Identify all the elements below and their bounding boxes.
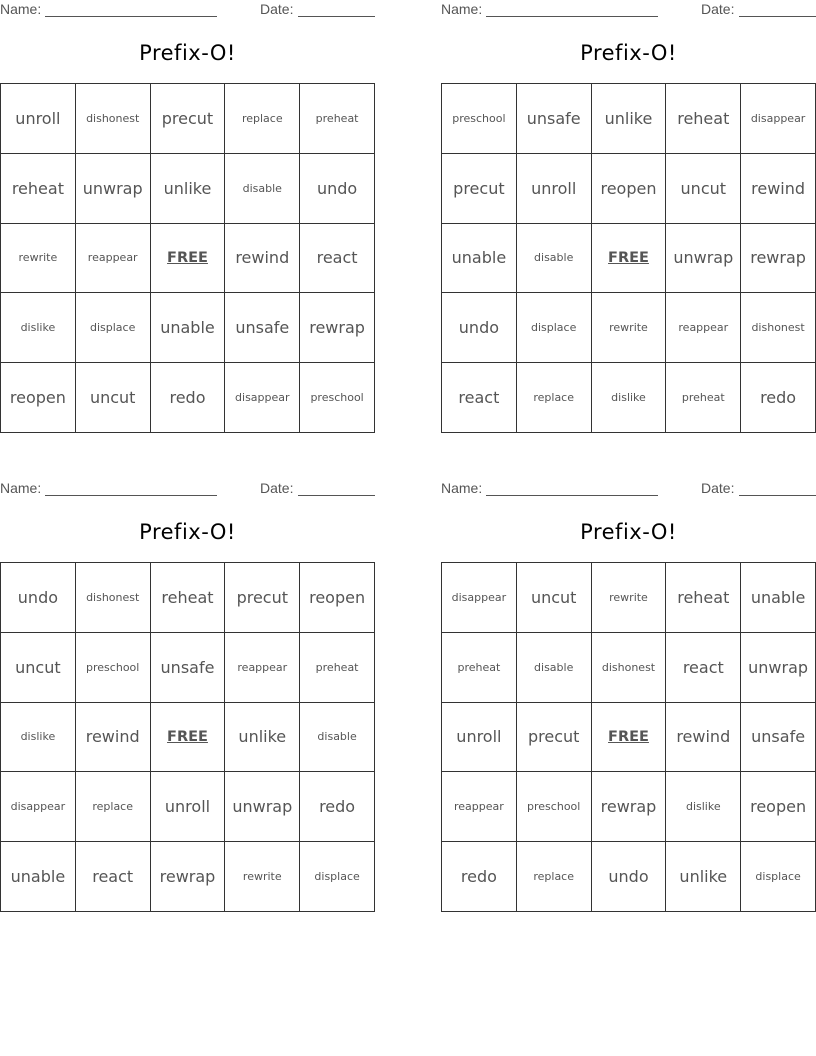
bingo-word: disappear bbox=[10, 800, 66, 814]
bingo-grid bbox=[441, 562, 816, 912]
bingo-cell[interactable] bbox=[76, 363, 151, 433]
bingo-word: dislike bbox=[685, 800, 721, 814]
bingo-cell[interactable] bbox=[300, 293, 375, 363]
bingo-cell[interactable] bbox=[741, 563, 816, 633]
bingo-cell[interactable] bbox=[1, 772, 76, 842]
bingo-word: preheat bbox=[681, 391, 725, 405]
bingo-cell[interactable] bbox=[151, 154, 226, 224]
free-space-cell[interactable] bbox=[151, 703, 226, 773]
name-date-bar bbox=[0, 1, 375, 19]
bingo-word: preheat bbox=[315, 111, 359, 125]
bingo-cell[interactable] bbox=[666, 772, 741, 842]
bingo-cell[interactable] bbox=[300, 703, 375, 773]
bingo-cell[interactable] bbox=[666, 563, 741, 633]
bingo-word: uncut bbox=[680, 178, 727, 198]
bingo-word: replace bbox=[241, 111, 283, 125]
bingo-word: uncut bbox=[530, 587, 577, 607]
bingo-word: disappear bbox=[451, 590, 507, 604]
free-space-cell[interactable] bbox=[151, 224, 226, 294]
bingo-word: dishonest bbox=[86, 111, 140, 125]
bingo-cell[interactable] bbox=[1, 293, 76, 363]
bingo-cell[interactable] bbox=[442, 154, 517, 224]
bingo-cell[interactable] bbox=[225, 84, 300, 154]
name-blank[interactable] bbox=[486, 495, 658, 496]
bingo-word: disable bbox=[317, 730, 357, 744]
bingo-word: replace bbox=[533, 870, 575, 884]
bingo-cell[interactable] bbox=[76, 703, 151, 773]
bingo-cell[interactable] bbox=[1, 224, 76, 294]
date-label: Date: bbox=[260, 1, 294, 17]
bingo-cell[interactable] bbox=[517, 772, 592, 842]
bingo-word: rewrite bbox=[609, 321, 648, 335]
bingo-cell[interactable] bbox=[1, 84, 76, 154]
bingo-cell[interactable] bbox=[517, 224, 592, 294]
bingo-word: unwrap bbox=[673, 248, 734, 268]
bingo-cell[interactable] bbox=[1, 563, 76, 633]
bingo-word: unwrap bbox=[748, 657, 809, 677]
bingo-word: preschool bbox=[86, 660, 140, 674]
bingo-word: replace bbox=[533, 391, 575, 405]
bingo-cell[interactable] bbox=[592, 363, 667, 433]
bingo-word: unable bbox=[451, 248, 507, 268]
bingo-word: reappear bbox=[678, 321, 729, 335]
bingo-cell[interactable] bbox=[225, 703, 300, 773]
bingo-word: unsafe bbox=[235, 318, 290, 338]
bingo-word: unroll bbox=[456, 727, 502, 747]
bingo-cell[interactable] bbox=[666, 703, 741, 773]
bingo-card-3 bbox=[0, 479, 375, 911]
bingo-cell[interactable] bbox=[1, 154, 76, 224]
bingo-word: displace bbox=[755, 870, 801, 884]
bingo-word: precut bbox=[453, 178, 505, 198]
bingo-word: disable bbox=[534, 251, 574, 265]
bingo-word: rewrap bbox=[600, 797, 657, 817]
bingo-cell[interactable] bbox=[517, 84, 592, 154]
bingo-cell[interactable] bbox=[666, 363, 741, 433]
bingo-word: displace bbox=[90, 321, 136, 335]
bingo-word: preschool bbox=[527, 800, 581, 814]
bingo-word: dislike bbox=[20, 730, 56, 744]
bingo-word: react bbox=[682, 657, 724, 677]
bingo-cell[interactable] bbox=[1, 842, 76, 912]
bingo-word: react bbox=[92, 867, 134, 887]
bingo-word: undo bbox=[608, 867, 649, 887]
bingo-cell[interactable] bbox=[442, 224, 517, 294]
bingo-word: unlike bbox=[238, 727, 287, 747]
name-blank[interactable] bbox=[486, 16, 658, 17]
free-space-label: FREE bbox=[167, 728, 208, 745]
bingo-word: disable bbox=[242, 181, 282, 195]
bingo-grid bbox=[0, 83, 375, 433]
name-date-bar bbox=[441, 1, 816, 19]
bingo-cell[interactable] bbox=[741, 363, 816, 433]
bingo-word: undo bbox=[316, 178, 358, 198]
bingo-cell[interactable] bbox=[225, 154, 300, 224]
bingo-cell[interactable] bbox=[741, 154, 816, 224]
bingo-cell[interactable] bbox=[1, 363, 76, 433]
date-blank[interactable] bbox=[739, 495, 816, 496]
bingo-cell[interactable] bbox=[666, 154, 741, 224]
bingo-cell[interactable] bbox=[666, 84, 741, 154]
bingo-word: undo bbox=[458, 318, 500, 338]
date-label: Date: bbox=[260, 480, 294, 496]
date-label: Date: bbox=[701, 480, 735, 496]
bingo-word: reheat bbox=[677, 587, 730, 607]
bingo-cell[interactable] bbox=[1, 703, 76, 773]
bingo-word: redo bbox=[319, 797, 356, 817]
bingo-word: reheat bbox=[161, 587, 214, 607]
bingo-word: unsafe bbox=[751, 727, 806, 747]
bingo-cell[interactable] bbox=[76, 154, 151, 224]
bingo-cell[interactable] bbox=[225, 224, 300, 294]
bingo-word: reheat bbox=[11, 178, 64, 198]
name-label: Name: bbox=[0, 480, 42, 496]
bingo-word: unsafe bbox=[160, 657, 215, 677]
bingo-word: dishonest bbox=[86, 590, 140, 604]
bingo-word: dislike bbox=[611, 391, 646, 405]
bingo-word: redo bbox=[760, 388, 797, 408]
bingo-word: rewrite bbox=[609, 590, 648, 604]
bingo-cell[interactable] bbox=[517, 293, 592, 363]
bingo-cell[interactable] bbox=[151, 563, 226, 633]
name-blank[interactable] bbox=[45, 495, 217, 496]
bingo-word: displace bbox=[314, 870, 360, 884]
bingo-cell[interactable] bbox=[592, 772, 667, 842]
date-blank[interactable] bbox=[739, 16, 816, 17]
bingo-cell[interactable] bbox=[300, 154, 375, 224]
bingo-cell[interactable] bbox=[666, 293, 741, 363]
bingo-word: unable bbox=[160, 318, 215, 338]
bingo-cell[interactable] bbox=[517, 703, 592, 773]
bingo-cell[interactable] bbox=[517, 154, 592, 224]
bingo-cell[interactable] bbox=[151, 633, 226, 703]
free-space-label: FREE bbox=[608, 728, 649, 745]
bingo-cell[interactable] bbox=[225, 363, 300, 433]
bingo-cell[interactable] bbox=[225, 772, 300, 842]
bingo-cell[interactable] bbox=[517, 842, 592, 912]
bingo-cell[interactable] bbox=[1, 633, 76, 703]
bingo-word: disappear bbox=[750, 111, 806, 125]
bingo-word: reappear bbox=[237, 660, 288, 674]
name-label: Name: bbox=[441, 480, 483, 496]
bingo-cell[interactable] bbox=[76, 563, 151, 633]
bingo-word: unsafe bbox=[526, 108, 581, 128]
bingo-cell[interactable] bbox=[666, 224, 741, 294]
bingo-word: reappear bbox=[87, 251, 138, 265]
bingo-grid bbox=[0, 562, 375, 912]
bingo-cell[interactable] bbox=[517, 633, 592, 703]
date-label: Date: bbox=[701, 1, 735, 17]
free-space-label: FREE bbox=[608, 249, 649, 266]
bingo-cell[interactable] bbox=[300, 363, 375, 433]
bingo-cell[interactable] bbox=[225, 633, 300, 703]
bingo-word: unlike bbox=[163, 178, 212, 198]
bingo-word: rewrite bbox=[18, 251, 58, 265]
bingo-word: dishonest bbox=[601, 660, 656, 674]
free-space-cell[interactable] bbox=[592, 703, 667, 773]
bingo-word: preschool bbox=[310, 391, 364, 405]
bingo-cell[interactable] bbox=[741, 293, 816, 363]
free-space-label: FREE bbox=[167, 249, 208, 266]
bingo-cell[interactable] bbox=[592, 563, 667, 633]
bingo-cell[interactable] bbox=[225, 842, 300, 912]
bingo-cell[interactable] bbox=[442, 842, 517, 912]
bingo-cell[interactable] bbox=[225, 563, 300, 633]
bingo-cell[interactable] bbox=[151, 842, 226, 912]
bingo-cell[interactable] bbox=[76, 293, 151, 363]
date-blank[interactable] bbox=[298, 495, 375, 496]
bingo-word: dishonest bbox=[751, 321, 805, 335]
bingo-cell[interactable] bbox=[442, 703, 517, 773]
bingo-cell[interactable] bbox=[300, 563, 375, 633]
date-blank[interactable] bbox=[298, 16, 375, 17]
bingo-word: redo bbox=[460, 867, 497, 887]
bingo-cell[interactable] bbox=[592, 633, 667, 703]
bingo-word: reopen bbox=[750, 797, 807, 817]
bingo-word: uncut bbox=[15, 657, 61, 677]
bingo-cell[interactable] bbox=[76, 224, 151, 294]
bingo-cell[interactable] bbox=[517, 363, 592, 433]
bingo-word: redo bbox=[169, 388, 206, 408]
bingo-word: reopen bbox=[309, 587, 366, 607]
bingo-cell[interactable] bbox=[151, 772, 226, 842]
bingo-cell[interactable] bbox=[442, 633, 517, 703]
bingo-cell[interactable] bbox=[300, 842, 375, 912]
bingo-word: rewrap bbox=[309, 318, 365, 338]
bingo-card-1 bbox=[0, 0, 375, 432]
bingo-cell[interactable] bbox=[741, 842, 816, 912]
bingo-grid bbox=[441, 83, 816, 433]
bingo-word: unable bbox=[10, 867, 66, 887]
bingo-cell[interactable] bbox=[442, 772, 517, 842]
bingo-cell[interactable] bbox=[300, 224, 375, 294]
bingo-word: rewind bbox=[751, 178, 806, 198]
bingo-cell[interactable] bbox=[300, 633, 375, 703]
bingo-card-2 bbox=[441, 0, 816, 432]
bingo-cell[interactable] bbox=[300, 772, 375, 842]
bingo-cell[interactable] bbox=[76, 842, 151, 912]
bingo-word: rewind bbox=[676, 727, 731, 747]
bingo-cell[interactable] bbox=[592, 154, 667, 224]
bingo-cell[interactable] bbox=[741, 633, 816, 703]
bingo-word: unroll bbox=[15, 108, 61, 128]
bingo-word: undo bbox=[17, 587, 59, 607]
name-label: Name: bbox=[0, 1, 42, 17]
bingo-cell[interactable] bbox=[151, 363, 226, 433]
bingo-word: precut bbox=[161, 108, 214, 128]
bingo-cell[interactable] bbox=[151, 293, 226, 363]
card-title: Prefix-O! bbox=[139, 520, 236, 544]
bingo-cell[interactable] bbox=[741, 224, 816, 294]
bingo-word: react bbox=[316, 248, 358, 268]
bingo-cell[interactable] bbox=[741, 84, 816, 154]
bingo-word: unlike bbox=[604, 108, 653, 128]
bingo-cell[interactable] bbox=[741, 703, 816, 773]
bingo-word: unwrap bbox=[82, 178, 143, 198]
bingo-cell[interactable] bbox=[517, 563, 592, 633]
bingo-word: rewrap bbox=[159, 867, 216, 887]
bingo-word: disappear bbox=[235, 391, 290, 405]
bingo-cell[interactable] bbox=[666, 633, 741, 703]
name-date-bar bbox=[0, 480, 375, 498]
bingo-word: reappear bbox=[454, 800, 504, 814]
bingo-word: replace bbox=[92, 800, 134, 814]
bingo-cell[interactable] bbox=[442, 293, 517, 363]
bingo-cell[interactable] bbox=[225, 293, 300, 363]
bingo-word: reopen bbox=[9, 388, 66, 408]
bingo-cell[interactable] bbox=[442, 563, 517, 633]
bingo-cell[interactable] bbox=[76, 84, 151, 154]
bingo-word: precut bbox=[236, 587, 288, 607]
bingo-cell[interactable] bbox=[300, 84, 375, 154]
bingo-word: preheat bbox=[457, 660, 501, 674]
bingo-word: unroll bbox=[531, 178, 577, 198]
bingo-cell[interactable] bbox=[592, 84, 667, 154]
bingo-cell[interactable] bbox=[442, 363, 517, 433]
bingo-word: rewrite bbox=[242, 870, 282, 884]
bingo-word: precut bbox=[527, 727, 580, 747]
bingo-cell[interactable] bbox=[76, 633, 151, 703]
bingo-word: preschool bbox=[452, 111, 506, 125]
bingo-word: rewind bbox=[85, 727, 140, 747]
card-title: Prefix-O! bbox=[580, 41, 677, 65]
bingo-word: unlike bbox=[679, 867, 728, 887]
name-label: Name: bbox=[441, 1, 483, 17]
bingo-cell[interactable] bbox=[76, 772, 151, 842]
bingo-word: unable bbox=[750, 587, 806, 607]
bingo-cell[interactable] bbox=[151, 84, 226, 154]
bingo-word: unwrap bbox=[232, 797, 293, 817]
bingo-card-4 bbox=[441, 479, 816, 911]
name-blank[interactable] bbox=[45, 16, 217, 17]
bingo-word: reheat bbox=[677, 108, 730, 128]
bingo-word: uncut bbox=[89, 388, 136, 408]
bingo-word: dislike bbox=[20, 321, 56, 335]
free-space-cell[interactable] bbox=[592, 224, 667, 294]
bingo-word: disable bbox=[534, 660, 574, 674]
name-date-bar bbox=[441, 480, 816, 498]
bingo-cell[interactable] bbox=[442, 84, 517, 154]
card-title: Prefix-O! bbox=[139, 41, 236, 65]
bingo-word: displace bbox=[531, 321, 577, 335]
bingo-word: preheat bbox=[315, 660, 359, 674]
bingo-cell[interactable] bbox=[741, 772, 816, 842]
bingo-word: react bbox=[458, 388, 500, 408]
bingo-word: reopen bbox=[600, 178, 657, 198]
bingo-cell[interactable] bbox=[592, 293, 667, 363]
bingo-cell[interactable] bbox=[666, 842, 741, 912]
bingo-word: rewrap bbox=[750, 248, 806, 268]
card-title: Prefix-O! bbox=[580, 520, 677, 544]
bingo-cell[interactable] bbox=[592, 842, 667, 912]
bingo-word: unroll bbox=[164, 797, 211, 817]
bingo-word: rewind bbox=[235, 248, 290, 268]
